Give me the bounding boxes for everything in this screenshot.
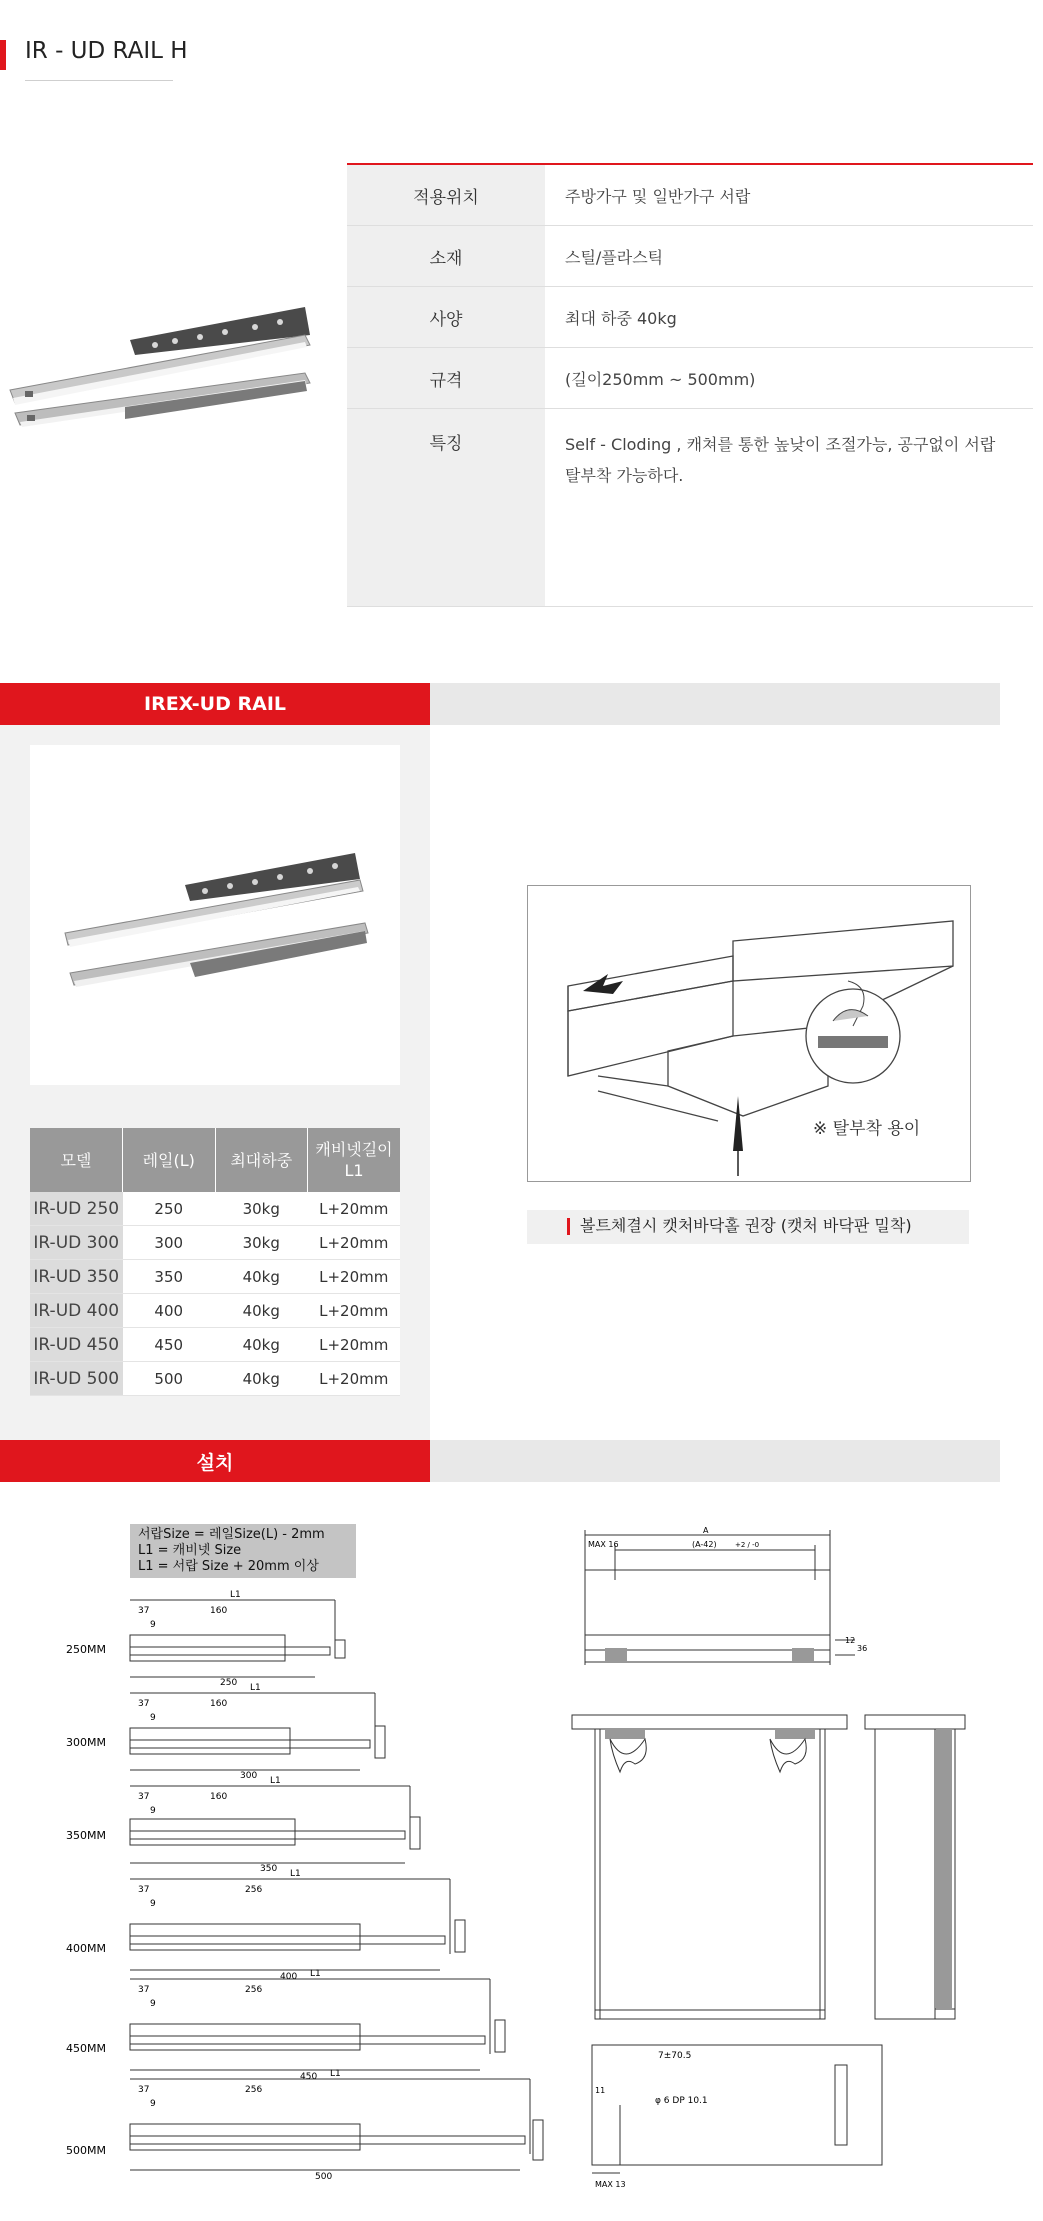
dim-label: 160 xyxy=(210,1699,228,1709)
dim-12: 12 xyxy=(845,1636,856,1645)
rail-cell: 350 xyxy=(123,1260,216,1294)
dim-7: 7±70.5 xyxy=(658,2051,692,2061)
model-header: 모델 xyxy=(30,1128,123,1192)
dim-label: 9 xyxy=(150,2099,156,2109)
section-header-bar xyxy=(430,683,1000,725)
dim-label: 9 xyxy=(150,1713,156,1723)
product-image-rail xyxy=(30,745,400,1085)
dim-label: 37 xyxy=(138,1699,150,1709)
model-header xyxy=(308,1128,401,1192)
size-label: 300MM xyxy=(66,1736,106,1749)
size-label: 400MM xyxy=(66,1942,106,1955)
section-header-bar xyxy=(430,1440,1000,1482)
length-label: 450 xyxy=(300,2072,318,2082)
formula-box xyxy=(130,1524,356,1578)
cabinet-cell: L+20mm xyxy=(308,1294,401,1328)
size-drawing-250 xyxy=(66,1590,345,1688)
dim-phi: φ 6 DP 10.1 xyxy=(655,2096,708,2106)
model-header-line: L1 xyxy=(344,1161,364,1180)
length-label: 350 xyxy=(260,1864,278,1874)
drawer-install-drawing xyxy=(528,886,970,1181)
cabinet-cell: L+20mm xyxy=(308,1260,401,1294)
spec-value: 스틸/플라스틱 xyxy=(565,247,664,267)
caption-accent xyxy=(567,1218,570,1235)
model-cell: IR-UD 250 xyxy=(30,1192,123,1226)
model-header: 최대하중 xyxy=(215,1128,308,1192)
rail-cell: 400 xyxy=(123,1294,216,1328)
spec-value: 주방가구 및 일반가구 서랍 xyxy=(565,186,751,206)
spec-row xyxy=(347,348,1033,409)
product-image-rail xyxy=(5,295,315,445)
rail-cell: 450 xyxy=(123,1328,216,1362)
load-cell: 30kg xyxy=(215,1226,308,1260)
cabinet-cell: L+20mm xyxy=(308,1362,401,1396)
table-row xyxy=(30,1362,400,1396)
spec-row xyxy=(347,226,1033,287)
dim-a: A xyxy=(703,1526,709,1535)
model-cell: IR-UD 450 xyxy=(30,1328,123,1362)
section-header-irex: IREX-UD RAIL xyxy=(0,683,430,725)
rail-cell: 250 xyxy=(123,1192,216,1226)
l1-label: L1 xyxy=(330,2069,341,2079)
install-caption: 볼트체결시 캣처바닥홀 권장 (캣처 바닥판 밀착) xyxy=(580,1216,912,1235)
formula-line: L1 = 캐비넷 Size xyxy=(138,1543,242,1558)
spec-value: 최대 하중 40kg xyxy=(565,308,677,328)
dim-label: 37 xyxy=(138,1792,150,1802)
spec-value: (길이250mm ~ 500mm) xyxy=(565,369,756,389)
spec-row xyxy=(347,165,1033,226)
spec-label: 적용위치 xyxy=(347,165,545,225)
length-label: 250 xyxy=(220,1678,238,1688)
model-cell: IR-UD 400 xyxy=(30,1294,123,1328)
length-label: 500 xyxy=(315,2172,333,2182)
table-row xyxy=(30,1226,400,1260)
dim-tolerance: +2 / -0 xyxy=(735,1541,760,1549)
dim-36: 36 xyxy=(857,1644,868,1653)
spec-label: 사양 xyxy=(347,287,545,347)
section-header-install: 설치 xyxy=(0,1440,430,1482)
model-table xyxy=(30,1128,400,1396)
model-cell: IR-UD 500 xyxy=(30,1362,123,1396)
dim-label: 9 xyxy=(150,1999,156,2009)
l1-label: L1 xyxy=(290,1869,301,1879)
table-row xyxy=(30,1294,400,1328)
dim-label: 256 xyxy=(245,1885,263,1895)
load-cell: 30kg xyxy=(215,1192,308,1226)
spec-label: 규격 xyxy=(347,348,545,408)
rail-cell: 500 xyxy=(123,1362,216,1396)
l1-label: L1 xyxy=(310,1969,321,1979)
dim-max13: MAX 13 xyxy=(595,2180,626,2189)
dim-label: 37 xyxy=(138,2085,150,2095)
formula-line: 서랍Size = 레일Size(L) - 2mm xyxy=(138,1527,325,1542)
dim-label: 9 xyxy=(150,1899,156,1909)
spec-label: 특징 xyxy=(347,409,545,606)
load-cell: 40kg xyxy=(215,1260,308,1294)
size-label: 250MM xyxy=(66,1643,106,1656)
spec-value-line: 탈부착 가능하다. xyxy=(565,466,684,485)
l1-label: L1 xyxy=(270,1776,281,1786)
cabinet-cell: L+20mm xyxy=(308,1192,401,1226)
spec-row xyxy=(347,287,1033,348)
formula-line: L1 = 서랍 Size + 20mm 이상 xyxy=(138,1559,319,1574)
dim-label: 9 xyxy=(150,1620,156,1630)
rail-size-drawings xyxy=(60,1585,560,2210)
l1-label: L1 xyxy=(250,1683,261,1693)
size-label: 500MM xyxy=(66,2144,106,2157)
product-photo-box xyxy=(30,745,400,1085)
title-accent xyxy=(0,40,6,70)
size-label: 450MM xyxy=(66,2042,106,2055)
spec-value-line: Self - Cloding , 캐쳐를 통한 높낮이 조절가능, 공구없이 서랍 xyxy=(565,435,996,454)
model-header-line: 캐비넷길이 xyxy=(315,1140,393,1159)
technical-drawings xyxy=(570,1525,990,2215)
l1-label: L1 xyxy=(230,1590,241,1600)
length-label: 400 xyxy=(280,1972,298,1982)
dim-label: 37 xyxy=(138,1985,150,1995)
spec-label: 소재 xyxy=(347,226,545,286)
cabinet-cell: L+20mm xyxy=(308,1226,401,1260)
load-cell: 40kg xyxy=(215,1294,308,1328)
model-cell: IR-UD 300 xyxy=(30,1226,123,1260)
cabinet-cell: L+20mm xyxy=(308,1328,401,1362)
title-underline xyxy=(25,80,173,81)
dim-label: 160 xyxy=(210,1606,228,1616)
dim-label: 37 xyxy=(138,1885,150,1895)
load-cell: 40kg xyxy=(215,1362,308,1396)
dim-label: 256 xyxy=(245,1985,263,1995)
size-drawing-450 xyxy=(66,1969,505,2082)
size-drawing-300 xyxy=(66,1683,385,1781)
size-drawing-400 xyxy=(66,1869,465,1982)
page-title: IR - UD RAIL H xyxy=(25,38,188,64)
rail-cell: 300 xyxy=(123,1226,216,1260)
spec-row xyxy=(347,409,1033,607)
model-header: 레일(L) xyxy=(123,1128,216,1192)
dim-label: 256 xyxy=(245,2085,263,2095)
load-cell: 40kg xyxy=(215,1328,308,1362)
dim-label: 9 xyxy=(150,1806,156,1816)
dim-11: 11 xyxy=(595,2086,606,2095)
spec-value xyxy=(545,409,1033,606)
size-label: 350MM xyxy=(66,1829,106,1842)
size-drawing-500 xyxy=(66,2069,543,2182)
install-diagram xyxy=(527,885,971,1182)
table-row xyxy=(30,1328,400,1362)
length-label: 300 xyxy=(240,1771,258,1781)
table-row xyxy=(30,1192,400,1226)
install-note: ※ 탈부착 용이 xyxy=(813,1119,921,1139)
size-drawing-350 xyxy=(66,1776,420,1874)
spec-table xyxy=(347,163,1033,607)
dim-label: 37 xyxy=(138,1606,150,1616)
table-row xyxy=(30,1260,400,1294)
dim-max16: MAX 16 xyxy=(588,1540,619,1549)
dim-label: 160 xyxy=(210,1792,228,1802)
dim-a42: (A-42) xyxy=(692,1540,717,1549)
model-cell: IR-UD 350 xyxy=(30,1260,123,1294)
